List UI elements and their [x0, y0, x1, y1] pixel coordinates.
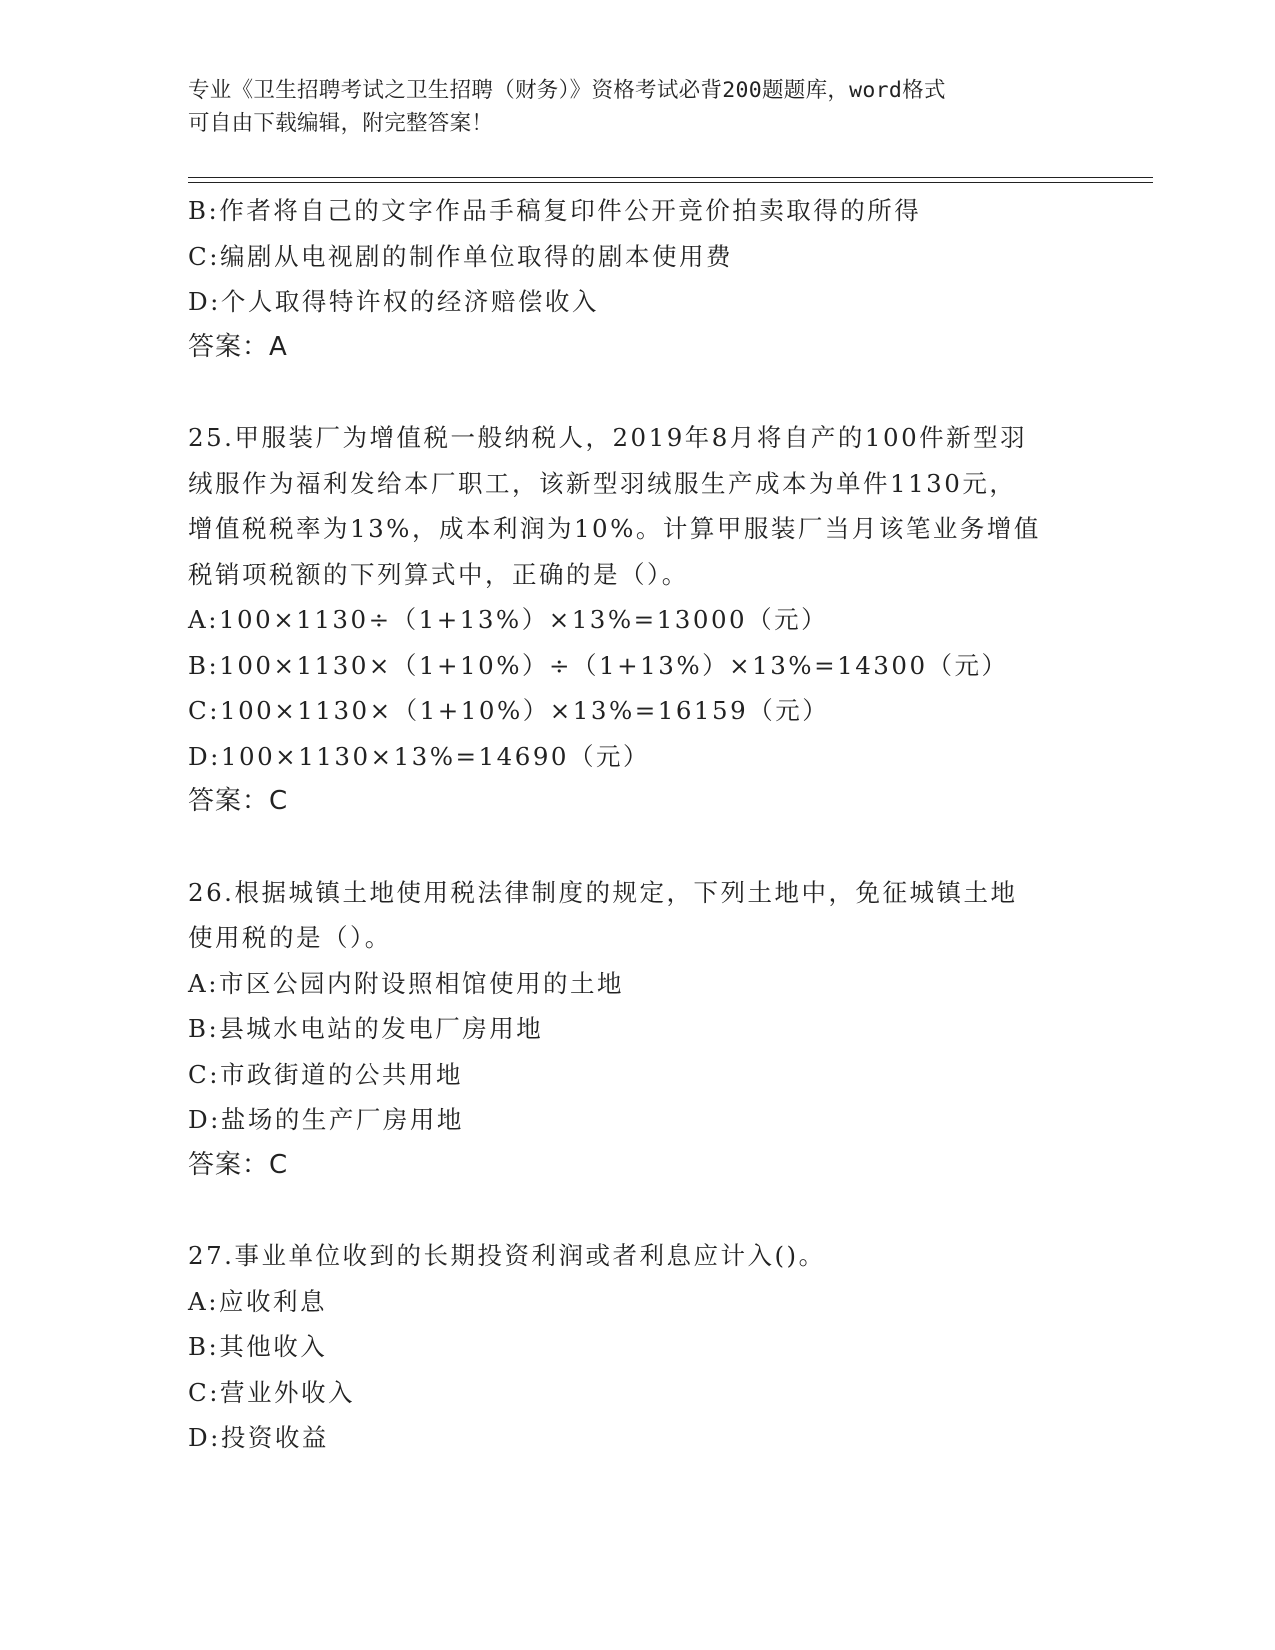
option-a: A:应收利息 — [188, 1286, 327, 1316]
option-c: C:100×1130×（1+10%）×13%=16159（元） — [188, 696, 830, 725]
question-stem-line: 26.根据城镇土地使用税法律制度的规定，下列土地中，免征城镇土地 — [188, 877, 1018, 907]
header-line-1: 专业《卫生招聘考试之卫生招聘（财务）》资格考试必背200题题库，word格式 — [188, 78, 946, 103]
option-b: B:作者将自己的文字作品手稿复印件公开竞价拍卖取得的所得 — [188, 196, 922, 225]
document-header — [188, 74, 1068, 140]
question-stem-line: 25.甲服装厂为增值税一般纳税人，2019年8月将自产的100件新型羽 — [188, 423, 1028, 452]
answer-line: 答案：A — [188, 331, 288, 362]
option-b: B:100×1130×（1+10%）÷（1+13%）×13%=14300（元） — [188, 650, 1009, 680]
question-stem-line: 使用税的是（）。 — [188, 923, 392, 952]
option-c: C:营业外收入 — [188, 1377, 355, 1407]
header-divider-top — [188, 177, 1153, 178]
question-stem-line: 增值税税率为13%，成本利润为10%。计算甲服装厂当月该笔业务增值 — [188, 514, 1041, 543]
question-26 — [188, 870, 1088, 1189]
option-c: C:编剧从电视剧的制作单位取得的剧本使用费 — [188, 241, 733, 271]
header-line-2: 可自由下载编辑，附完整答案！ — [188, 111, 494, 136]
question-list — [188, 188, 1088, 1461]
question-27 — [188, 1233, 1088, 1461]
option-d: D:100×1130×13%=14690（元） — [188, 741, 650, 771]
option-b: B:县城水电站的发电厂房用地 — [188, 1014, 544, 1043]
question-stem-line: 27.事业单位收到的长期投资利润或者利息应计入()。 — [188, 1241, 826, 1270]
option-d: D:个人取得特许权的经济赔偿收入 — [188, 287, 599, 316]
question-stem-line: 绒服作为福利发给本厂职工，该新型羽绒服生产成本为单件1130元， — [188, 468, 1017, 498]
answer-line: 答案：C — [188, 1149, 289, 1180]
question-25 — [188, 415, 1088, 825]
option-a: A:市区公园内附设照相馆使用的土地 — [188, 968, 624, 998]
option-d: D:盐场的生产厂房用地 — [188, 1105, 464, 1134]
question-24 — [188, 188, 1088, 370]
option-a: A:100×1130÷（1+13%）×13%=13000（元） — [188, 605, 829, 634]
question-stem-line: 税销项税额的下列算式中，正确的是（）。 — [188, 559, 689, 589]
header-divider-bottom — [188, 182, 1153, 183]
answer-line: 答案：C — [188, 786, 289, 816]
option-b: B:其他收入 — [188, 1332, 328, 1361]
option-d: D:投资收益 — [188, 1423, 329, 1452]
option-c: C:市政街道的公共用地 — [188, 1059, 463, 1089]
